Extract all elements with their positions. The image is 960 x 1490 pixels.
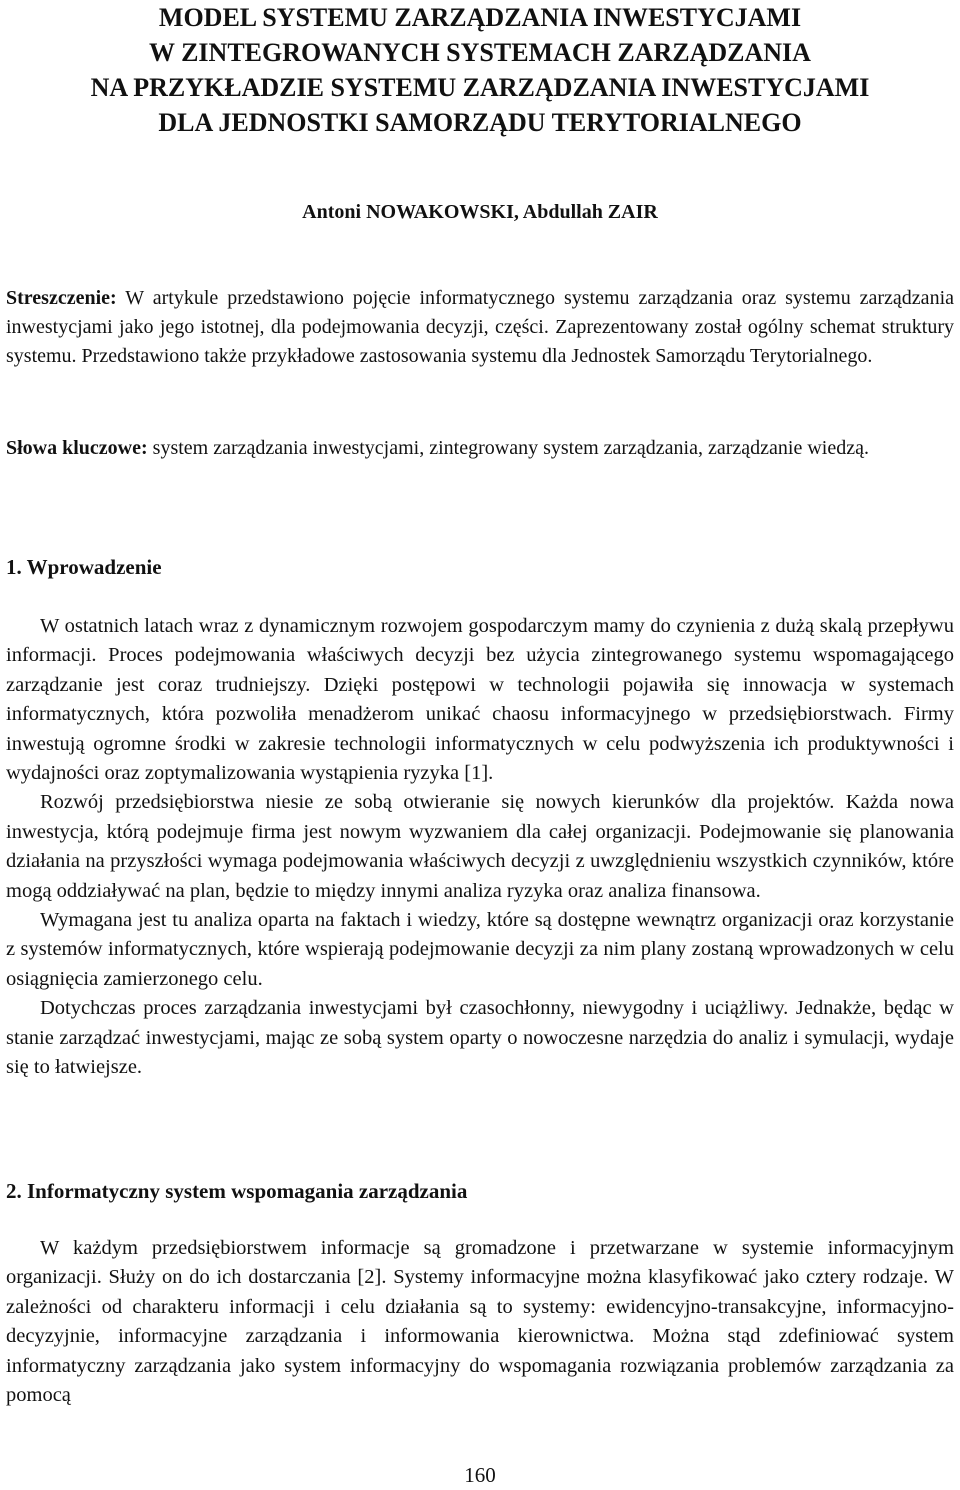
abstract xyxy=(6,284,954,371)
section-body-introduction xyxy=(6,612,954,1083)
paragraph: Rozwój przedsiębiorstwa niesie ze sobą otwieranie się nowych kierunków dla projektów. Każda nowa inwestycja, którą podejmuje firma jest nowym wyzwaniem dla całej organizacji. Podejmowanie się planowania działania na przyszłości wymaga podejmowania właściwych decyzji z uwzględnieniu wszystkich czynników, które mogą oddziaływać na plan, będzie to między innymi analiza ryzyka oraz analiza finansowa. xyxy=(6,791,954,902)
keywords-text: system zarządzania inwestycjami, zintegrowany system zarządzania, zarządzanie wiedzą. xyxy=(147,437,869,459)
keywords xyxy=(6,433,954,463)
paragraph: W ostatnich latach wraz z dynamicznym rozwojem gospodarczym mamy do czynienia z dużą skalą przepływu informacji. Proces podejmowania właściwych decyzji bez użycia zintegrowanego systemu wspomagającego zarządzanie jest coraz trudniejszy. Dzięki postępowi w technologii pojawiła się innowacja w systemach informatycznych, która pozwoliła menadżerom unikać chaosu informacyjnego w przedsiębiorstwach. Firmy inwestują ogromne środki w zakresie technologii informatycznych w celu podwyższenia ich produktywności i wydajności oraz zoptymalizowania wystąpienia ryzyka [1]. xyxy=(6,615,954,785)
abstract-label: Streszczenie: xyxy=(6,287,117,309)
section-heading-introduction: 1. Wprowadzenie xyxy=(6,555,162,579)
title-line: NA PRZYKŁADZIE SYSTEMU ZARZĄDZANIA INWESTYCJAMI xyxy=(90,73,870,102)
authors: Antoni NOWAKOWSKI, Abdullah ZAIR xyxy=(302,201,658,223)
paragraph: W każdym przedsiębiorstwem informacje są gromadzone i przetwarzane w systemie informacyjnym organizacji. Służy on do ich dostarczania [2]. Systemy informacyjne można klasyfikować jako cztery rodzaje. W zależności od charakteru informacji i celu działania są to systemy: ewidencyjno-transakcyjne, informacyjno-decyzyjnie, informacyjne zarządzania i informowania kierownictwa. Można stąd zdefiniować system informatyczny zarządzania jako system informacyjny do wspomagania rozwiązania problemów zarządzania za pomocą xyxy=(6,1237,954,1407)
paragraph: Wymagana jest tu analiza oparta na faktach i wiedzy, które są dostępne wewnątrz organizacji oraz korzystanie z systemów informatycznych, które wspierają podejmowanie decyzji za nim plany zostaną wprowadzonych w celu osiągnięcia zamierzonego celu. xyxy=(6,909,954,990)
page-number: 160 xyxy=(464,1463,496,1487)
abstract-text: W artykule przedstawiono pojęcie informatycznego systemu zarządzania oraz systemu zarządzania inwestycjami jako jego istotnej, dla podejmowania decyzji, części. Zaprezentowany został ogólny schemat struktury systemu. Przedstawiono także przykładowe zastosowania systemu dla Jednostek Samorządu Terytorialnego. xyxy=(6,287,954,367)
paper-title xyxy=(6,0,954,140)
title-line: MODEL SYSTEMU ZARZĄDZANIA INWESTYCJAMI xyxy=(158,3,802,32)
title-line: DLA JEDNOSTKI SAMORZĄDU TERYTORIALNEGO xyxy=(158,108,802,137)
section-heading-management-system: 2. Informatyczny system wspomagania zarządzania xyxy=(6,1179,468,1203)
paragraph: Dotychczas proces zarządzania inwestycjami był czasochłonny, niewygodny i uciążliwy. Jednakże, będąc w stanie zarządzać inwestycjami, mając ze sobą system oparty o nowoczesne narzędzia do analiz i symulacji, wydaje się to łatwiejsze. xyxy=(6,997,954,1079)
section-body-management-system xyxy=(6,1234,954,1410)
title-line: W ZINTEGROWANYCH SYSTEMACH ZARZĄDZANIA xyxy=(149,38,811,67)
keywords-label: Słowa kluczowe: xyxy=(6,437,148,459)
